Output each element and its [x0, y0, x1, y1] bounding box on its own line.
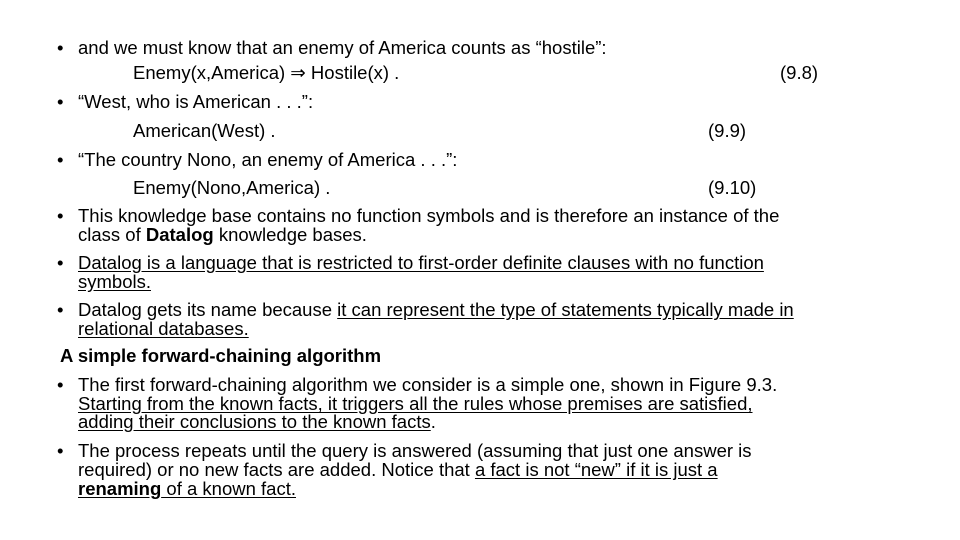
bullet: • [57, 149, 64, 170]
text-span: Datalog gets its name because [78, 299, 338, 320]
underlined-text: it can represent the type of statements typically made in [337, 299, 794, 320]
item-text: and we must know that an enemy of America counts as “hostile”: [78, 37, 607, 58]
item-text: “The country Nono, an enemy of America . . .”: [78, 149, 458, 170]
bullet: • [57, 37, 64, 58]
bullet: • [57, 440, 64, 461]
text-span: class of [78, 224, 146, 245]
text-span: required) or no new facts are added. Notice that [78, 459, 475, 480]
item-text: The process repeats until the query is answered (assuming that just one answer is [78, 440, 752, 461]
underlined-text: a fact is not “new” if it is just a [474, 459, 718, 480]
section-heading: A simple forward-chaining algorithm [60, 345, 382, 366]
item-text-continued [78, 479, 296, 499]
item-text: The first forward-chaining algorithm we consider is a simple one, shown in Figure 9.3. [78, 374, 778, 395]
formula: Enemy(Nono,America) . [133, 177, 331, 198]
item-text-continued [78, 412, 436, 432]
equation-number: (9.8) [780, 62, 819, 83]
underlined-text: symbols. [78, 271, 151, 292]
bullet: • [57, 374, 64, 395]
bold-term: renaming [78, 478, 162, 499]
bullet: • [57, 91, 64, 112]
underlined-text: Starting from the known facts, it triggers all the rules whose premises are satisfied, [78, 393, 753, 414]
underlined-text: Datalog is a language that is restricted to first-order definite clauses with no function [78, 252, 764, 273]
item-text-continued [78, 460, 718, 480]
formula: American(West) . [133, 120, 276, 141]
item-text-continued [78, 225, 367, 245]
formula: Enemy(x,America) ⇒ Hostile(x) . [133, 62, 400, 83]
item-text [78, 300, 794, 320]
text-span: knowledge bases. [213, 224, 367, 245]
bullet: • [57, 299, 64, 320]
underlined-text: of a known fact. [161, 478, 296, 499]
bold-term: Datalog [145, 224, 214, 245]
item-text: This knowledge base contains no function symbols and is therefore an instance of the [78, 205, 780, 226]
bullet: • [57, 205, 64, 226]
equation-number: (9.10) [708, 177, 757, 198]
underlined-text: relational databases. [78, 318, 249, 339]
underlined-text: adding their conclusions to the known facts [78, 411, 431, 432]
item-text: “West, who is American . . .”: [78, 91, 314, 112]
text-span: . [430, 411, 436, 432]
equation-number: (9.9) [708, 120, 747, 141]
bullet: • [57, 252, 64, 273]
